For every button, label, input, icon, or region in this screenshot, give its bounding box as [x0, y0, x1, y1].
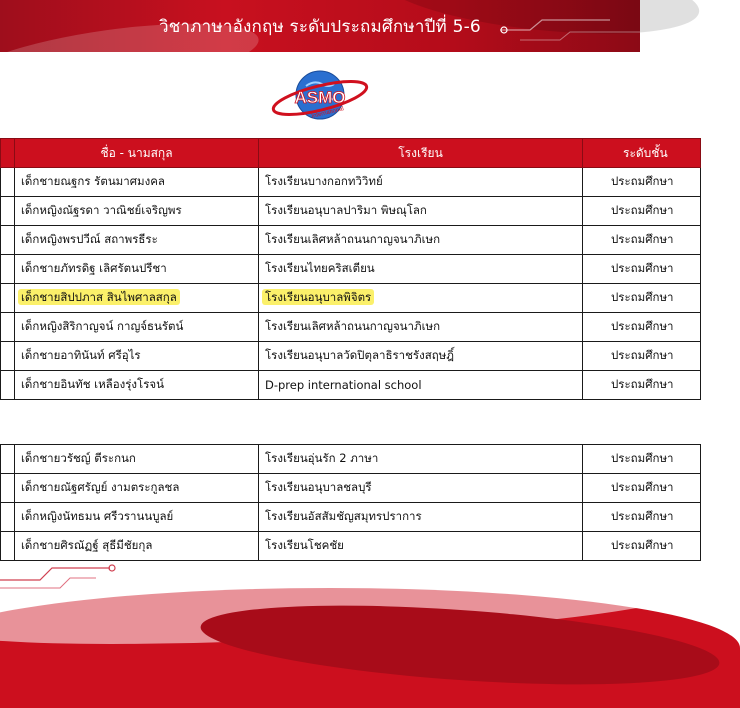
- school-name: โรงเรียนโชคชัย: [259, 532, 583, 561]
- grade-level: ประถมศึกษา: [583, 445, 701, 474]
- row-index: [1, 371, 15, 400]
- school-name: โรงเรียนอนุบาลชลบุรี: [259, 474, 583, 503]
- grade-level: ประถมศึกษา: [583, 503, 701, 532]
- table-row: [1, 197, 701, 226]
- circuit-decoration-icon: [0, 552, 120, 592]
- top-banner: [0, 0, 640, 52]
- logo-text: ASMO: [294, 88, 346, 107]
- asmo-logo: [270, 62, 370, 128]
- student-name: เด็กหญิงสิริกาญจน์ กาญจ์ธนรัตน์: [15, 313, 259, 342]
- grade-level: ประถมศึกษา: [583, 255, 701, 284]
- student-name: เด็กชายอินทัช เหลืองรุ่งโรจน์: [15, 371, 259, 400]
- grade-level: ประถมศึกษา: [583, 197, 701, 226]
- grade-level: ประถมศึกษา: [583, 313, 701, 342]
- logo-subtext: International: [311, 106, 345, 120]
- grade-level: ประถมศึกษา: [583, 532, 701, 561]
- school-name: D-prep international school: [259, 371, 583, 400]
- school-name: โรงเรียนเลิศหล้าถนนกาญจนาภิเษก: [259, 226, 583, 255]
- gap-cell: [1, 400, 701, 445]
- student-name: เด็กชายศิรณัฏฐ์ สุธีมีชัยกุล: [15, 532, 259, 561]
- student-name: เด็กชายภัทรดิฐ เลิศรัตนปรีชา: [15, 255, 259, 284]
- student-name: เด็กหญิงพรปวีณ์ สถาพรธีระ: [15, 226, 259, 255]
- table-row: [1, 226, 701, 255]
- school-name: โรงเรียนไทยคริสเตียน: [259, 255, 583, 284]
- row-index: [1, 284, 15, 313]
- table-row: [1, 255, 701, 284]
- row-index: [1, 474, 15, 503]
- table-gap-row: [1, 400, 701, 445]
- school-name: [259, 284, 583, 313]
- row-index: [1, 342, 15, 371]
- grade-level: ประถมศึกษา: [583, 226, 701, 255]
- header-index: [1, 139, 15, 168]
- table-row: [1, 445, 701, 474]
- school-name: โรงเรียนอัสสัมชัญสมุทรปราการ: [259, 503, 583, 532]
- row-index: [1, 197, 15, 226]
- header-school: โรงเรียน: [259, 139, 583, 168]
- grade-level: ประถมศึกษา: [583, 474, 701, 503]
- grade-level: ประถมศึกษา: [583, 284, 701, 313]
- student-name: เด็กหญิงณัฐรดา วาณิชย์เจริญพร: [15, 197, 259, 226]
- highlighted-student-name: เด็กชายสิปปภาส สินไพศาลสกุล: [18, 289, 180, 305]
- header-name: ชื่อ - นามสกุล: [15, 139, 259, 168]
- student-name: เด็กชายณฐกร รัตนมาศมงคล: [15, 168, 259, 197]
- school-name: โรงเรียนอุ่นรัก 2 ภาษา: [259, 445, 583, 474]
- table-row: [1, 342, 701, 371]
- table-row: [1, 371, 701, 400]
- student-name: เด็กชายณัฐศรัญย์ งามตระกูลชล: [15, 474, 259, 503]
- table-row: [1, 474, 701, 503]
- table-row: [1, 313, 701, 342]
- row-index: [1, 226, 15, 255]
- table-row: [1, 168, 701, 197]
- highlighted-school-name: โรงเรียนอนุบาลพิจิตร: [262, 289, 374, 305]
- student-name: เด็กชายวรัชญ์ ตีระกนก: [15, 445, 259, 474]
- school-name: โรงเรียนอนุบาลวัดปิตุลาธิราชรังสฤษฎิ์: [259, 342, 583, 371]
- row-index: [1, 503, 15, 532]
- row-index: [1, 168, 15, 197]
- row-index: [1, 313, 15, 342]
- student-name: เด็กหญิงนัทธมน ศรีวรานนบูลย์: [15, 503, 259, 532]
- student-name: เด็กชายอาทินันท์ ศรีอุไร: [15, 342, 259, 371]
- school-name: โรงเรียนเลิศหล้าถนนกาญจนาภิเษก: [259, 313, 583, 342]
- school-name: โรงเรียนบางกอกทวิวิทย์: [259, 168, 583, 197]
- student-name: [15, 284, 259, 313]
- table-row-highlighted: [1, 284, 701, 313]
- results-table: [0, 138, 674, 561]
- page-title: วิชาภาษาอังกฤษ ระดับประถมศึกษาปีที่ 5-6: [159, 17, 481, 37]
- table-header-row: [1, 139, 701, 168]
- header-level: ระดับชั้น: [583, 139, 701, 168]
- grade-level: ประถมศึกษา: [583, 371, 701, 400]
- grade-level: ประถมศึกษา: [583, 342, 701, 371]
- row-index: [1, 255, 15, 284]
- grade-level: ประถมศึกษา: [583, 168, 701, 197]
- row-index: [1, 445, 15, 474]
- bottom-banner: [0, 548, 640, 640]
- school-name: โรงเรียนอนุบาลปาริมา พิษณุโลก: [259, 197, 583, 226]
- table-row: [1, 503, 701, 532]
